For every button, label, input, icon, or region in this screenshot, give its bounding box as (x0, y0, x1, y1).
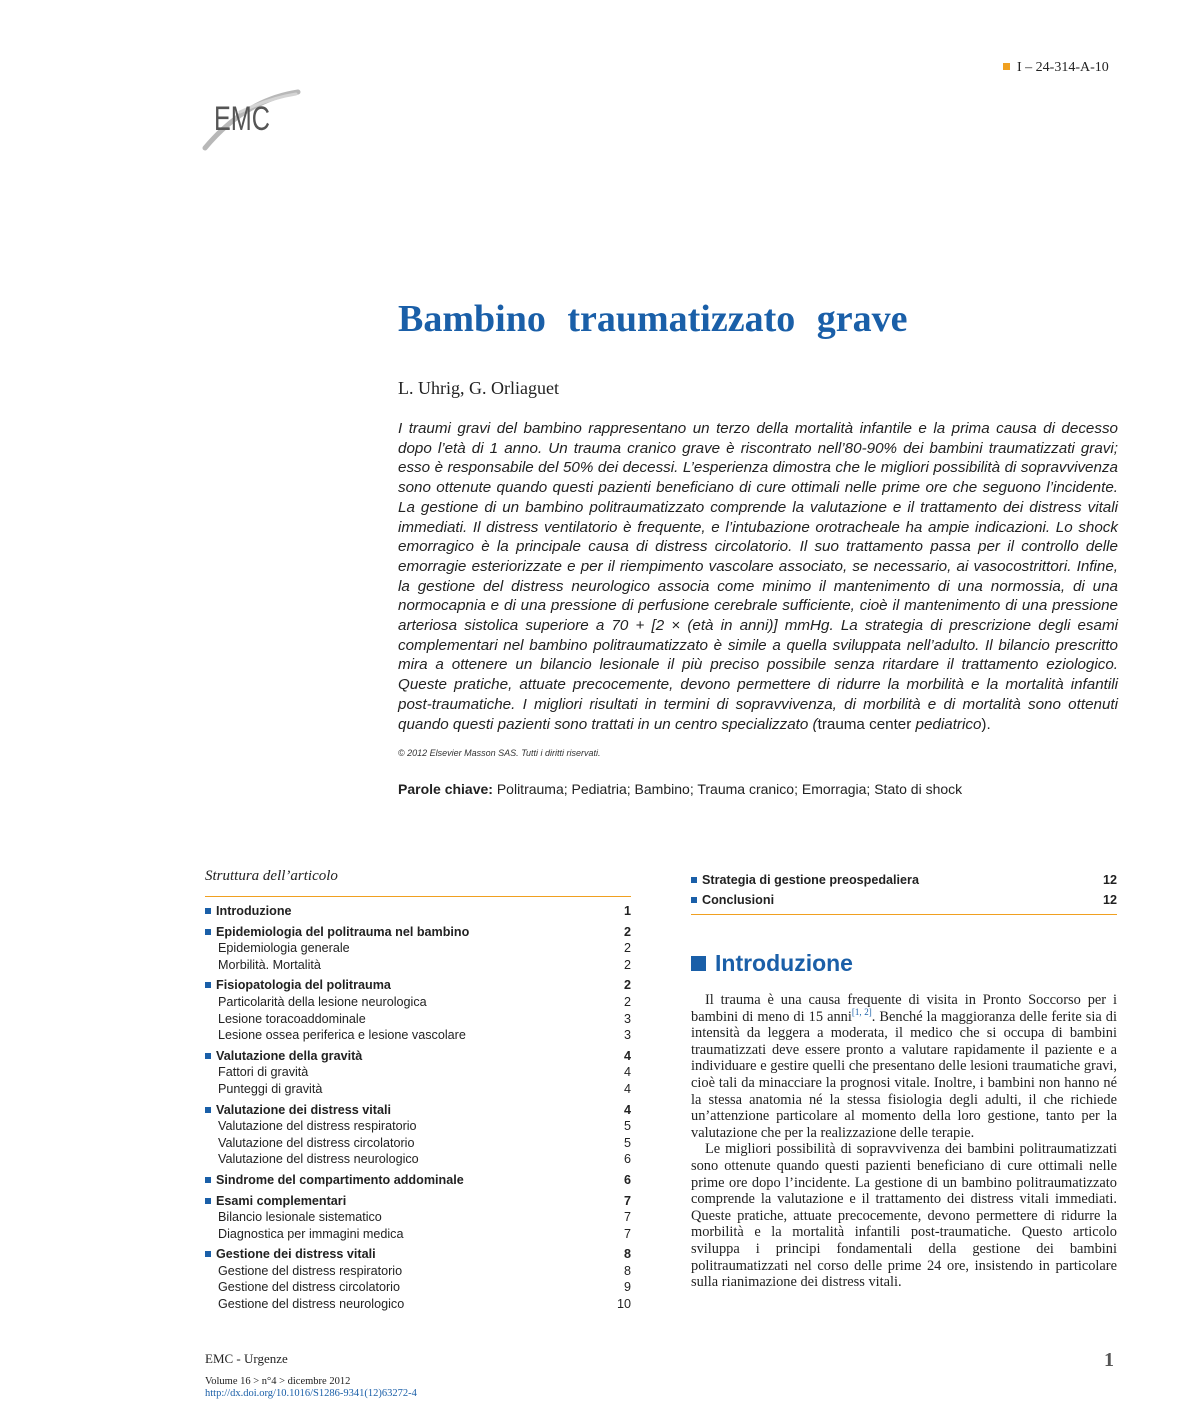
toc-subentry-title: Lesione toracoaddominale (218, 1011, 366, 1026)
blue-square-bullet (205, 1107, 211, 1113)
toc-subentry-title: Morbilità. Mortalità (218, 957, 321, 972)
toc-divider (205, 896, 631, 897)
emc-logo-icon (200, 70, 310, 160)
toc-subentry-title: Gestione del distress neurologico (218, 1297, 405, 1312)
toc-subentry-title: Gestione del distress respiratorio (218, 1263, 403, 1278)
toc-subentry-title: Valutazione del distress neurologico (218, 1152, 419, 1167)
toc-section (205, 1102, 631, 1168)
orange-square-marker (1003, 63, 1010, 70)
toc-subentry[interactable] (205, 1064, 631, 1081)
blue-square-bullet (205, 929, 211, 935)
toc-subentry-page: 9 (623, 1280, 631, 1295)
toc-entry-title: Epidemiologia del politrauma nel bambino (216, 924, 470, 939)
toc-entry-title: Valutazione della gravità (216, 1048, 363, 1063)
toc-subentry[interactable] (205, 1081, 631, 1098)
footer-journal-name: EMC - Urgenze (205, 1351, 288, 1366)
toc-divider (691, 914, 1117, 915)
toc-subentry[interactable] (205, 940, 631, 957)
toc-subentry-title: Valutazione del distress respiratorio (218, 1119, 417, 1134)
blue-square-bullet (691, 877, 697, 883)
toc-subentry[interactable] (205, 994, 631, 1011)
toc-subentry[interactable] (205, 1135, 631, 1152)
toc-subentry[interactable] (205, 1279, 631, 1296)
toc-section (205, 903, 631, 920)
toc-subentry[interactable] (205, 1027, 631, 1044)
toc-subentry-title: Punteggi di gravità (218, 1081, 323, 1096)
table-of-contents-continued (691, 870, 1117, 915)
toc-subentry-page: 6 (623, 1152, 631, 1167)
toc-entry[interactable] (205, 924, 631, 941)
toc-entry-page: 12 (1102, 873, 1117, 887)
toc-subentry[interactable] (205, 1118, 631, 1135)
toc-subentry-page: 10 (616, 1297, 631, 1312)
footer-volume: Volume 16 > n°4 > dicembre 2012 (205, 1376, 351, 1387)
toc-entry[interactable] (205, 1172, 631, 1189)
toc-entry-page: 8 (623, 1247, 631, 1262)
toc-entry[interactable] (205, 1048, 631, 1065)
toc-subentry-page: 4 (623, 1065, 631, 1080)
toc-continued-list (691, 870, 1117, 910)
section-heading-text: Introduzione (715, 950, 853, 976)
toc-subentry-title: Diagnostica per immagini medica (218, 1226, 404, 1241)
toc-entry[interactable] (205, 1193, 631, 1210)
toc-entry-page: 12 (1102, 893, 1117, 907)
toc-section (205, 1193, 631, 1243)
abstract-roman-term: trauma center (817, 715, 912, 733)
article-reference-code (1003, 60, 1109, 76)
emc-logo (200, 70, 310, 160)
toc-subentry[interactable] (205, 1011, 631, 1028)
copyright-notice: © 2012 Elsevier Masson SAS. Tutti i diritti riservati. (398, 748, 601, 758)
toc-entry-title: Esami complementari (216, 1193, 347, 1208)
toc-entry-page: 1 (623, 904, 631, 918)
toc-entry[interactable] (205, 1246, 631, 1263)
toc-entry-title: Sindrome del compartimento addominale (216, 1172, 464, 1187)
paragraph (691, 992, 1117, 1141)
blue-square-bullet (205, 1053, 211, 1059)
toc-subentry[interactable] (205, 1226, 631, 1243)
toc-heading: Struttura dell’articolo (205, 868, 338, 884)
blue-square-bullet (205, 982, 211, 988)
toc-entry-page: 4 (623, 1102, 631, 1117)
paragraph: Le migliori possibilità di sopravvivenza dei bambini politraumatizzati sono ottenute quando questi pazienti beneficiano di cure ottimali nelle prime ore dopo l’incidente. La gestione di un bambino politraumatizzato comprende la valutazione e il trattamento dei distress vitali immediati. Queste pratiche, attuate precocemente, devono permettere di ridurre la morbilità e la mortalità infantili post-traumatiche. Questo articolo sviluppa i principi fondamentali della gestione dei bambini politraumatizzati nel corso delle prime 24 ore, insistendo in particolare sulla rianimazione dei distress vitali. (691, 1141, 1117, 1291)
toc-list (205, 903, 631, 1313)
toc-subentry[interactable] (205, 1296, 631, 1313)
toc-subentry-page: 7 (623, 1226, 631, 1241)
toc-subentry[interactable] (205, 1209, 631, 1226)
toc-section (205, 977, 631, 1043)
toc-entry-page: 7 (623, 1193, 631, 1208)
toc-subentry-title: Lesione ossea periferica e lesione vascolare (218, 1028, 466, 1043)
footer-doi-link[interactable]: http://dx.doi.org/10.1016/S1286-9341(12)63272-4 (205, 1388, 417, 1399)
toc-entry-title: Introduzione (216, 904, 292, 918)
blue-square-bullet (205, 1198, 211, 1204)
toc-entry-title: Fisiopatologia del politrauma (216, 978, 391, 993)
toc-subentry-page: 5 (623, 1135, 631, 1150)
paragraph-text: . Benché la maggioranza delle ferite sia di intensità da leggera a moderata, il medico che si occupa di bambini traumatizzati deve essere pronto a valutare rapidamente il paziente e a individuare e gestire quelli che presentano delle lesioni traumatiche gravi, cioè tali da minacciare la prognosi vitale. Inoltre, i bambini non hanno né la stessa anatomia né la stessa fisiologia degli adulti, il che richiede un’attenzione particolare al momento della loro gestione, tanto per la valutazione che per la realizzazione delle terapie. (691, 1008, 1117, 1141)
toc-entry-title: Gestione dei distress vitali (216, 1247, 376, 1262)
toc-subentry[interactable] (205, 1151, 631, 1168)
toc-entry-page: 2 (623, 978, 631, 993)
toc-subentry[interactable] (205, 957, 631, 974)
toc-subentry[interactable] (205, 1263, 631, 1280)
toc-entry-title: Valutazione dei distress vitali (216, 1102, 391, 1117)
toc-entry-title: Strategia di gestione preospedaliera (702, 873, 919, 887)
keywords (398, 781, 1118, 797)
toc-subentry-page: 2 (623, 994, 631, 1009)
blue-square-marker (691, 956, 706, 971)
toc-section (205, 924, 631, 974)
toc-subentry-page: 4 (623, 1081, 631, 1096)
toc-subentry-title: Gestione del distress circolatorio (218, 1280, 400, 1295)
toc-subentry-title: Valutazione del distress circolatorio (218, 1135, 415, 1150)
logo-text: EMC (214, 100, 270, 138)
section-heading-introduzione (691, 950, 853, 977)
toc-section (205, 1048, 631, 1098)
toc-entry[interactable] (691, 870, 1117, 890)
article-authors: L. Uhrig, G. Orliaguet (398, 378, 559, 398)
citation-link[interactable]: [1, 2] (851, 1006, 872, 1017)
abstract-italic-end: pediatrico (911, 715, 982, 733)
toc-entry[interactable] (205, 903, 631, 920)
blue-square-bullet (205, 1177, 211, 1183)
keywords-list: Politrauma; Pediatria; Bambino; Trauma cranico; Emorragia; Stato di shock (496, 781, 963, 797)
toc-entry[interactable] (205, 977, 631, 994)
toc-entry[interactable] (691, 890, 1117, 910)
toc-subentry-page: 5 (623, 1119, 631, 1134)
toc-subentry-page: 7 (623, 1210, 631, 1225)
toc-subentry-title: Particolarità della lesione neurologica (218, 994, 427, 1009)
abstract-close: ). (981, 715, 991, 733)
toc-subentry-page: 3 (623, 1011, 631, 1026)
page-number: 1 (1104, 1349, 1114, 1371)
blue-square-bullet (205, 1251, 211, 1257)
blue-square-bullet (205, 908, 211, 914)
reference-code-text: I – 24-314-A-10 (1017, 60, 1109, 75)
toc-subentry-page: 2 (623, 941, 631, 956)
toc-section (205, 1246, 631, 1312)
toc-subentry-title: Bilancio lesionale sistematico (218, 1210, 382, 1225)
toc-subentry-page: 8 (623, 1263, 631, 1278)
toc-entry-title: Conclusioni (702, 893, 775, 907)
paragraph-text: Il trauma è una causa frequente di visita in Pronto Soccorso per i bambini di meno di 15 anni (691, 992, 1117, 1025)
toc-entry-page: 4 (623, 1048, 631, 1063)
blue-square-bullet (691, 897, 697, 903)
toc-section (205, 1172, 631, 1189)
abstract (398, 419, 1118, 734)
toc-subentry-title: Epidemiologia generale (218, 941, 350, 956)
toc-subentry-title: Fattori di gravità (218, 1065, 309, 1080)
article-title: Bambino traumatizzato grave (398, 298, 908, 340)
table-of-contents (205, 896, 631, 1317)
toc-subentry-page: 3 (623, 1028, 631, 1043)
abstract-main: I traumi gravi del bambino rappresentano un terzo della mortalità infantile e la prima causa di decesso dopo l’età di 1 anno. Un trauma cranico grave è riscontrato nell’80-90% dei bambini traumatizzati gravi; esso è responsabile del 50% dei decessi. L’esperienza dimostra che le migliori possibilità di sopravvivenza sono ottenute quando questi pazienti beneficiano di cure ottimali nelle prime ore che seguono l’incidente. La gestione di un bambino politraumatizzato comprende la valutazione e il trattamento dei distress vitali immediati. Il distress ventilatorio è frequente, e l’intubazione orotracheale ha ampie indicazioni. Lo shock emorragico è la principale causa di distress circolatorio. Il suo trattamento passa per il controllo delle emorragie esteriorizzate e per il riempimento vascolare associato, se necessario, ai vasocostrittori. Infine, la gestione del distress neurologico associa come minimo il mantenimento di una normossia, di una normocapnia e di una pressione di perfusione cerebrale sufficiente, cioè il mantenimento di una pressione arteriosa sistolica superiore a 70 + [2 × (età in anni)] mmHg. La strategia di prescrizione degli esami complementari nel bambino politraumatizzato è simile a quella sviluppata nell’adulto. Il bilancio prescritto mira a ottenere un bilancio lesionale il più preciso possibile senza ritardare il trattamento eziologico. Queste pratiche, attuate precocemente, devono permettere di ridurre la morbilità e la mortalità infantili post-traumatiche. I migliori risultati in termini di sopravvivenza, di morbilità e di mortalità sono ottenuti quando questi pazienti sono trattati in un centro specializzato ( (398, 420, 1118, 733)
toc-subentry-page: 2 (623, 957, 631, 972)
toc-entry[interactable] (205, 1102, 631, 1119)
toc-entry-page: 6 (623, 1172, 631, 1187)
keywords-label: Parole chiave: (398, 781, 493, 797)
introduction-body (691, 992, 1117, 1291)
toc-entry-page: 2 (623, 924, 631, 939)
